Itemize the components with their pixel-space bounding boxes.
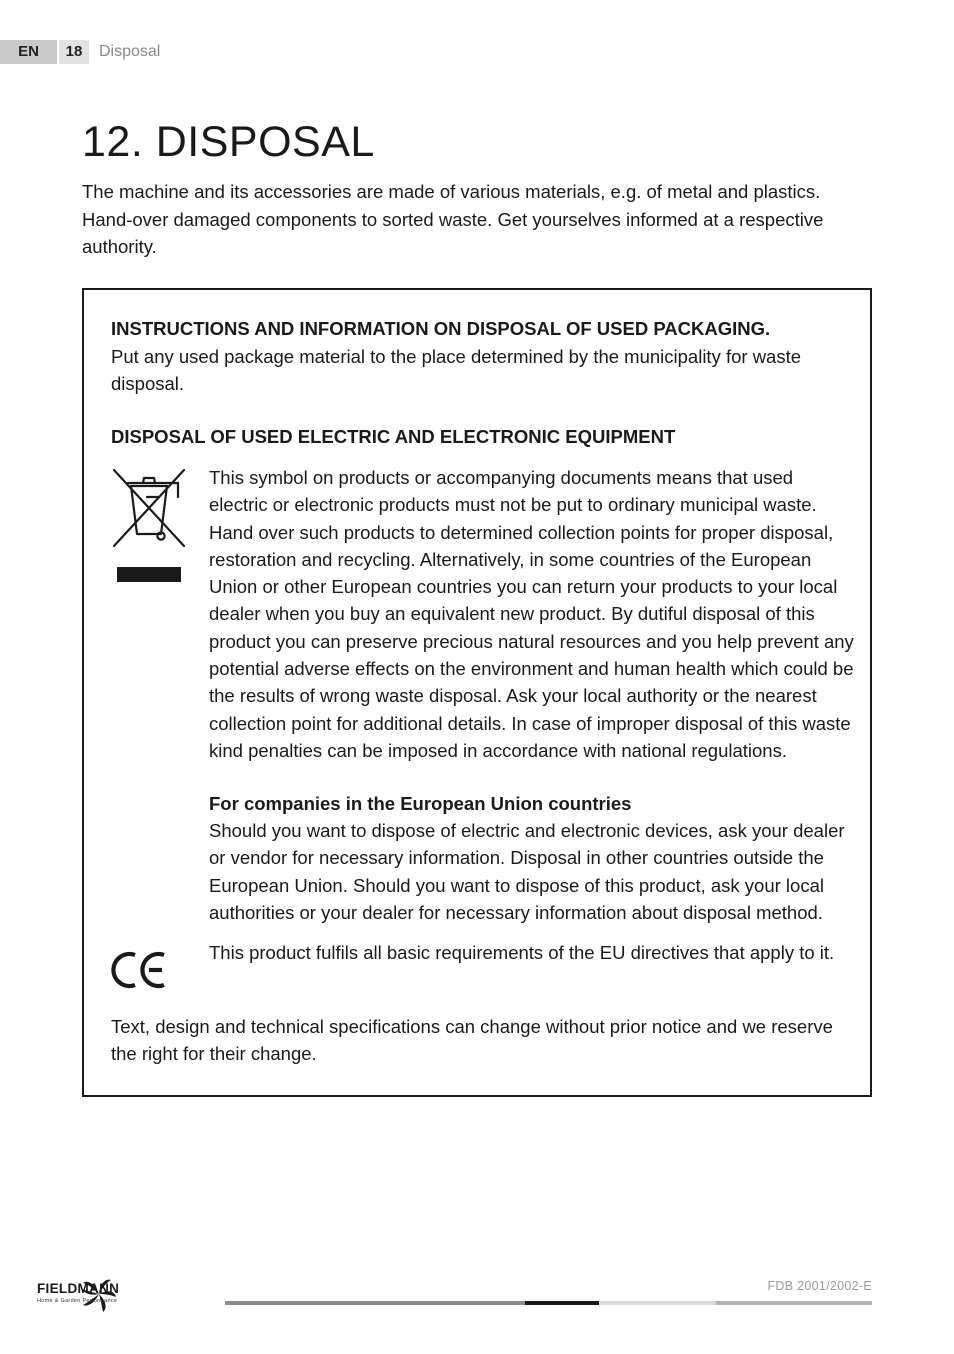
weee-text: This symbol on products or accompanying documents means that used electric or electronic products must not be put to ordinary municipal waste. Hand over such products to determined collection points for proper disposal, restoration and recycling. Alternatively, in some countries of the European Union or other European countries you can return your products to your local dealer when you buy an equivalent new product. By dutiful disposal of this product you can preserve precious natural resources and you help prevent any potential adverse effects on the environment and human health which could be the results of wrong waste disposal. Ask your local authority or the nearest collection point for additional details. In case of improper disposal of this waste kind penalties can be imposed in accordance with national regulations. [209,467,854,761]
brand-tagline: Home & Garden Performance [37,1298,118,1304]
intro-paragraph: The machine and its accessories are made of various materials, e.g. of metal and plastics. Hand-over damaged components to sorted waste. Get yourselves informed at a respective authority. [82,181,824,257]
ce-mark-icon [111,950,169,990]
packaging-heading: INSTRUCTIONS AND INFORMATION ON DISPOSAL OF USED PACKAGING. [111,318,771,339]
page-title: 12. DISPOSAL [82,118,375,166]
specification-notice: Text, design and technical specifications can change without prior notice and we reserve the right for their change. [111,1016,833,1065]
eu-companies-heading: For companies in the European Union countries [209,793,632,814]
eu-companies-text: Should you want to dispose of electric and electronic devices, ask your dealer or vendor for necessary information. Disposal in other countries outside the European Union. Should you want to dispose of this product, ask your local authorities or your dealer for necessary information about disposal method. [209,820,845,923]
crossed-out-wheelie-bin-icon [111,467,189,583]
ce-text: This product fulfils all basic requirements of the EU directives that apply to it. [209,942,835,963]
disposal-info-box [82,288,872,1097]
brand-name: FIELDMANN [37,1281,120,1296]
page-number: 18 [59,40,89,64]
footer-bar-segment [525,1301,599,1305]
footer-bar-segment [716,1301,872,1305]
packaging-text: Put any used package material to the place determined by the municipality for waste disposal. [111,346,802,395]
footer-bar-segment [599,1301,716,1305]
section-label: Disposal [99,43,161,60]
language-tag: EN [0,40,57,64]
weee-heading: DISPOSAL OF USED ELECTRIC AND ELECTRONIC EQUIPMENT [111,426,676,447]
model-code: FDB 2001/2002-E [767,1279,872,1293]
footer-bar-segment [225,1301,525,1305]
